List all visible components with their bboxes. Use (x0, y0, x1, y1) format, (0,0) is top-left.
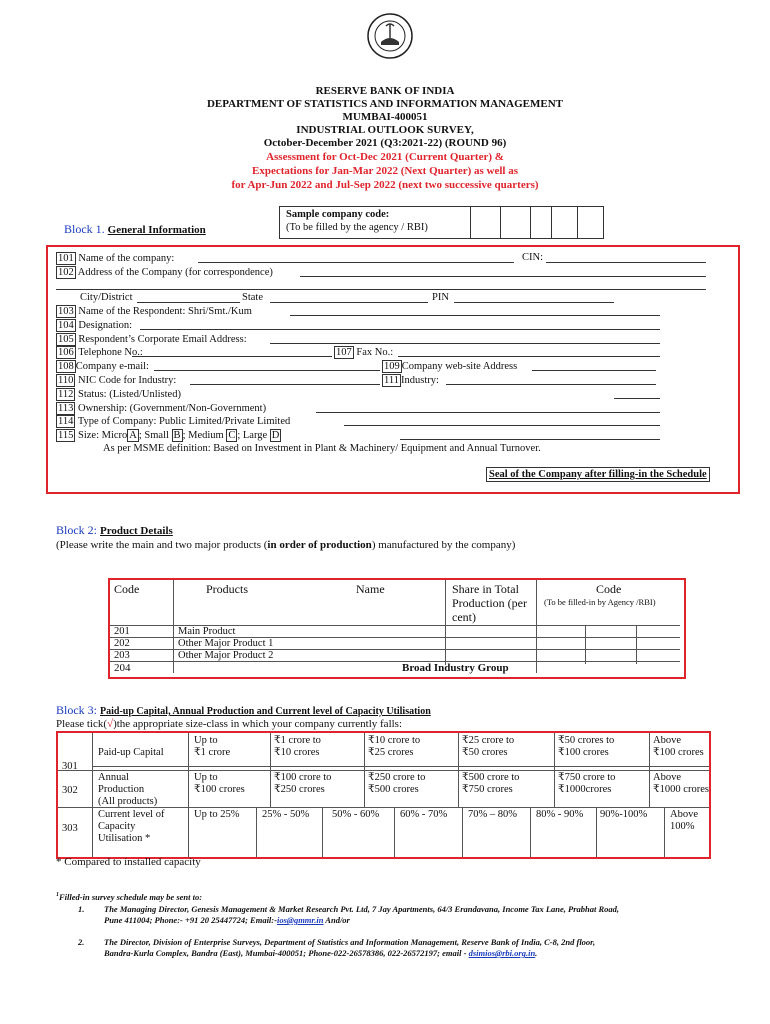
paidup-option-6[interactable]: Above ₹100 crores (653, 735, 704, 758)
footer-item-1-line-2: Pune 411004; Phone:- +91 20 25447724; Email:- (104, 915, 277, 925)
block3-instructions (56, 718, 402, 730)
size-medium-label: ; Medium (182, 430, 224, 441)
capacity-option-1[interactable]: Up to 25% (194, 809, 240, 820)
block2-title (56, 523, 173, 538)
footer-item-1-number: 1. (78, 904, 85, 914)
col-code: Code (114, 582, 140, 596)
row-301-code: 301 (62, 761, 78, 772)
capacity-option-4[interactable]: 60% - 70% (400, 809, 448, 820)
capacity-option-2[interactable]: 25% - 50% (262, 809, 310, 820)
size-micro-box[interactable]: A (129, 430, 137, 441)
state-input[interactable] (270, 302, 428, 303)
block3-note-pre: Please tick( (56, 718, 108, 730)
row-code: 202 (114, 638, 130, 649)
survey-period: October-December 2021 (Q3:2021-22) (ROUND 96) (263, 137, 507, 149)
col-products: Products (206, 582, 248, 596)
field-label: Respondent’s Corporate Email Address: (78, 334, 247, 345)
code-digit-3[interactable] (531, 207, 552, 238)
block1-number: Block 1. (64, 222, 105, 236)
paidup-option-3[interactable]: ₹10 crore to ₹25 crores (368, 735, 421, 758)
block3-heading: Paid-up Capital, Annual Production and Current level of Capacity Utilisation (100, 706, 431, 717)
rbi-email-link[interactable]: dsimios@rbi.org.in (468, 948, 536, 958)
org-name: RESERVE BANK OF INDIA (315, 85, 455, 97)
field-number: 103 (58, 306, 74, 317)
footer-item-1-suffix: And/or (323, 915, 350, 925)
row-product: Other Major Product 1 (178, 638, 274, 649)
field-102 (56, 266, 273, 279)
field-label: Industry: (400, 375, 439, 386)
msme-note: As per MSME definition: Based on Investment in Plant & Machinery/ Equipment and Annual Turnover. (103, 443, 541, 454)
field-114 (56, 415, 290, 428)
company-name-input[interactable] (198, 262, 514, 263)
field-number: 106 (58, 347, 74, 358)
telephone-input[interactable] (132, 356, 332, 357)
capacity-option-7[interactable]: 90%-100% (600, 809, 648, 820)
size-large-box[interactable]: D (271, 430, 280, 441)
field-label: Company e-mail: (75, 361, 149, 372)
block2-note-pre: (Please write the main and two major products ( (56, 539, 268, 551)
field-label: Name of the company: (78, 253, 175, 264)
size-class-table (56, 731, 711, 859)
col-agency-code: Code (596, 582, 622, 596)
field-111 (382, 374, 439, 387)
block2-note-bold: in order of production (267, 539, 372, 551)
size-input[interactable] (400, 439, 660, 440)
field-number: 102 (58, 267, 74, 278)
col-agency-code-note: (To be filled-in by Agency /RBI) (544, 597, 656, 607)
city-label: City/District (80, 292, 133, 303)
field-104 (56, 319, 132, 332)
size-small-box[interactable]: B (173, 430, 181, 441)
field-number: 111 (384, 375, 399, 386)
sample-code-note: (To be filled by the agency / RBI) (286, 222, 428, 233)
size-micro-label: Size: Micro (78, 430, 128, 441)
footnote-marker: 1 (56, 892, 59, 899)
row-303-label: Current level of Capacity Utilisation * (98, 809, 165, 844)
paidup-option-2[interactable]: ₹1 crore to ₹10 crores (274, 735, 321, 758)
assessment-line-2: Expectations for Jan-Mar 2022 (Next Quarter) as well as (252, 165, 518, 177)
city-input[interactable] (137, 302, 240, 303)
sample-code-label: Sample company code: (286, 209, 390, 220)
designation-input[interactable] (140, 329, 660, 330)
field-label: Address of the Company (for correspondence) (77, 267, 273, 278)
pin-label: PIN (432, 292, 449, 303)
capacity-option-5[interactable]: 70% – 80% (468, 809, 517, 820)
row-product: Main Product (178, 626, 236, 637)
industry-input[interactable] (446, 384, 656, 385)
field-label: Fax No.: (356, 347, 394, 358)
pin-input[interactable] (454, 302, 614, 303)
field-106 (56, 346, 143, 359)
field-label: Status: (Listed/Unlisted) (78, 389, 181, 400)
col-share: Share in Total Production (per cent) (452, 582, 527, 624)
status-input[interactable] (614, 398, 660, 399)
field-label: Company web-site Address (401, 361, 518, 372)
code-digit-1[interactable] (471, 207, 501, 238)
production-option-6[interactable]: Above ₹1000 crores (653, 772, 709, 795)
col-name: Name (356, 582, 385, 596)
capacity-footnote: * Compared to installed capacity (56, 856, 201, 868)
block3-note-post: )the appropriate size-class in which your company currently falls: (113, 718, 403, 730)
block3-number: Block 3: (56, 703, 97, 717)
paidup-option-1[interactable]: Up to ₹1 crore (194, 735, 231, 758)
dept-name: DEPARTMENT OF STATISTICS AND INFORMATION MANAGEMENT (206, 98, 564, 110)
field-107 (334, 346, 393, 359)
cin-input[interactable] (546, 262, 706, 263)
code-digit-4[interactable] (552, 207, 578, 238)
block2-instructions (56, 539, 515, 551)
field-number: 112 (58, 389, 74, 400)
genesis-email-link[interactable]: ios@gmmr.in (276, 915, 324, 925)
capacity-option-8[interactable]: Above 100% (670, 809, 698, 832)
block2-note-post: ) manufactured by the company) (371, 539, 516, 551)
block2-number: Block 2: (56, 523, 97, 537)
field-115 (56, 429, 281, 442)
company-seal-box[interactable]: Seal of the Company after filling-in the Schedule (486, 467, 710, 482)
company-type-input[interactable] (344, 425, 660, 426)
field-label: Telephone No.: (78, 347, 143, 358)
address-input-line-2[interactable] (56, 289, 706, 290)
footer-item-2-suffix: . (535, 948, 538, 958)
assessment-line-1: Assessment for Oct-Dec 2021 (Current Quarter) & (266, 151, 504, 163)
fax-input[interactable] (398, 356, 660, 357)
size-small-label: ; Small (138, 430, 169, 441)
block1-title (64, 222, 206, 237)
field-label: Ownership: (Government/Non-Government) (78, 403, 267, 414)
ownership-input[interactable] (316, 412, 660, 413)
production-option-1[interactable]: Up to ₹100 crores (194, 772, 245, 795)
field-number: 110 (58, 375, 74, 386)
footer-item-1 (104, 904, 744, 926)
rbi-emblem (366, 12, 414, 60)
field-number: 115 (58, 430, 74, 441)
block1-heading: General Information (107, 224, 206, 236)
row-303-code: 303 (62, 823, 78, 834)
production-option-5[interactable]: ₹750 crore to ₹1000crores (558, 772, 616, 795)
field-number: 104 (58, 320, 74, 331)
footer-item-2-line-1: The Director, Division of Enterprise Surveys, Department of Statistics and Information Management, Reserve Bank of India, C-8, 2nd floor, (104, 937, 596, 947)
size-large-label: ; Large (237, 430, 268, 441)
field-108 (56, 360, 149, 373)
website-input[interactable] (532, 370, 656, 371)
field-number: 113 (58, 403, 74, 414)
row-product: Broad Industry Group (402, 662, 509, 674)
field-112 (56, 388, 181, 401)
cin-label: CIN: (522, 252, 543, 263)
footer-item-2-line-2: Bandra-Kurla Complex, Bandra (East), Mumbai-400051; Phone-022-26578386, 022-26572197; email - (104, 948, 469, 958)
city: MUMBAI-400051 (342, 111, 428, 123)
code-digit-2[interactable] (501, 207, 531, 238)
paidup-option-5[interactable]: ₹50 crores to ₹100 crores (558, 735, 615, 758)
survey-title: INDUSTRIAL OUTLOOK SURVEY, (296, 124, 474, 136)
row-301-label: Paid-up Capital (98, 747, 164, 758)
field-103 (56, 305, 252, 318)
footer-item-1-line-1: The Managing Director, Genesis Management & Market Research Pvt. Ltd, 7 Jay Apartments, 64/3 Erandavana, Income Tax Lane, Prabhat Road, (104, 904, 620, 914)
company-email-input[interactable] (154, 370, 380, 371)
field-101 (56, 252, 174, 265)
field-label: Type of Company: Public Limited/Private Limited (77, 416, 291, 427)
field-105 (56, 333, 247, 346)
row-code: 204 (114, 662, 131, 674)
field-number: 107 (336, 347, 352, 358)
footer-item-2 (104, 937, 744, 959)
row-code: 203 (114, 650, 130, 661)
field-number: 105 (58, 334, 74, 345)
row-302-label: Annual Production (All products) (98, 772, 158, 807)
code-digit-5[interactable] (578, 207, 603, 238)
footer-intro-text: Filled-in survey schedule may be sent to: (59, 892, 203, 902)
row-product: Other Major Product 2 (178, 650, 274, 661)
field-label: Name of the Respondent: Shri/Smt./Kum (78, 306, 252, 317)
sample-code-box (279, 206, 604, 239)
respondent-name-input[interactable] (290, 315, 660, 316)
capacity-option-6[interactable]: 80% - 90% (536, 809, 584, 820)
row-code: 201 (114, 626, 130, 637)
field-number: 114 (58, 416, 74, 427)
block2-heading: Product Details (100, 525, 173, 537)
field-110 (56, 374, 176, 387)
footer-item-2-number: 2. (78, 937, 85, 947)
field-109 (382, 360, 517, 373)
assessment-line-3: for Apr-Jun 2022 and Jul-Sep 2022 (next two successive quarters) (231, 179, 539, 191)
field-number: 109 (384, 361, 400, 372)
footer-intro (56, 892, 202, 902)
field-label: Designation: (78, 320, 133, 331)
block3-title (56, 703, 431, 718)
field-number: 101 (58, 253, 74, 264)
size-medium-box[interactable]: C (228, 430, 236, 441)
field-113 (56, 402, 266, 415)
capacity-option-3[interactable]: 50% - 60% (332, 809, 380, 820)
production-option-4[interactable]: ₹500 crore to ₹750 crores (462, 772, 520, 795)
paidup-option-4[interactable]: ₹25 crore to ₹50 crores (462, 735, 515, 758)
tick-mark: √ (107, 718, 114, 730)
state-label: State (242, 292, 263, 303)
production-option-2[interactable]: ₹100 crore to ₹250 crores (274, 772, 332, 795)
product-table (108, 578, 686, 679)
respondent-email-input[interactable] (270, 343, 660, 344)
field-number: 108 (58, 361, 74, 372)
production-option-3[interactable]: ₹250 crore to ₹500 crores (368, 772, 426, 795)
nic-code-input[interactable] (190, 384, 380, 385)
row-302-code: 302 (62, 785, 78, 796)
field-label: NIC Code for Industry: (78, 375, 177, 386)
address-input[interactable] (300, 276, 706, 277)
